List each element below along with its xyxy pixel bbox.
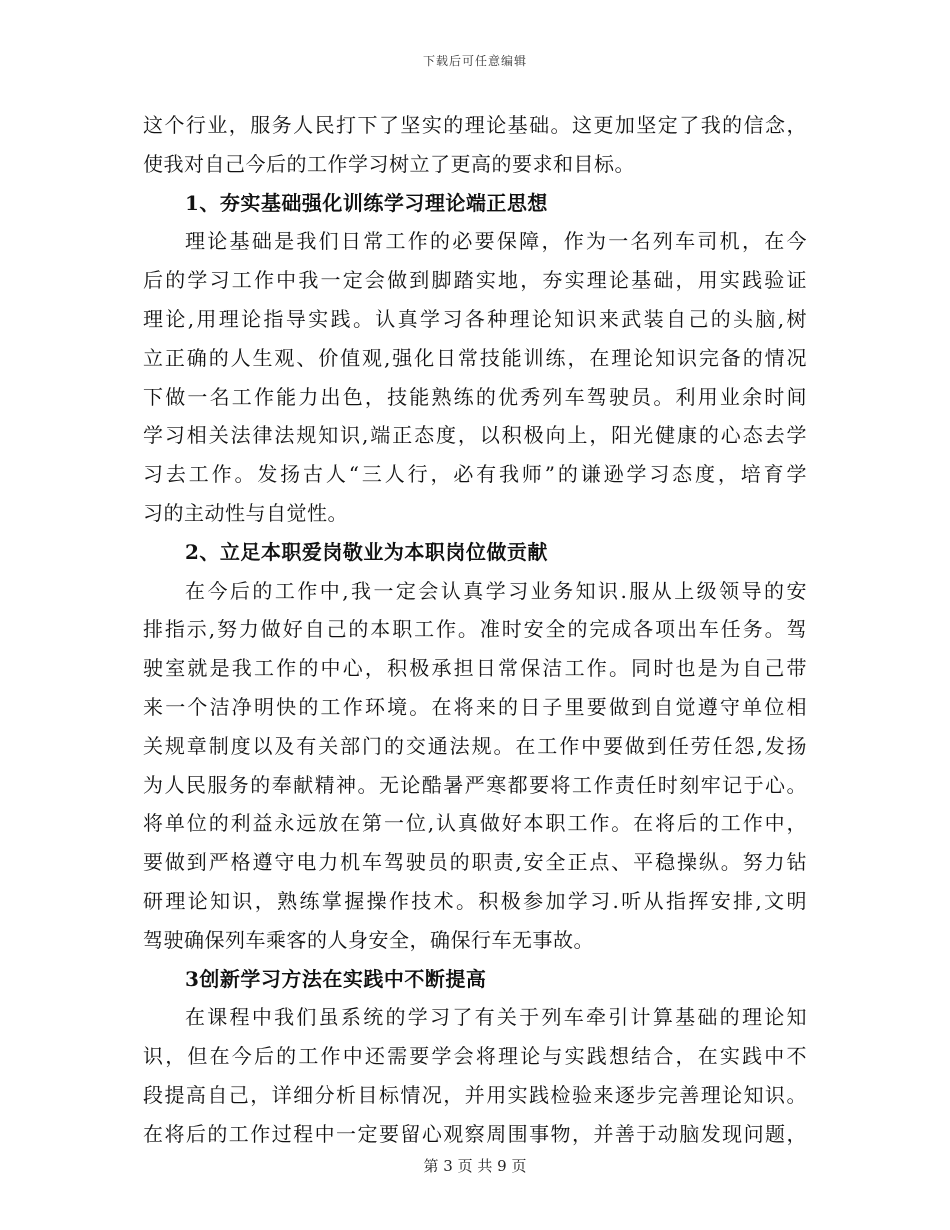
- body-line: 段提高自己，详细分析目标情况，并用实践检验来逐步完善理论知识。: [143, 1082, 807, 1107]
- body-line: 习的主动性与自觉性。: [143, 500, 348, 525]
- page-number: 第 3 页 共 9 页: [423, 1157, 527, 1175]
- body-line: 使我对自己今后的工作学习树立了更高的要求和目标。: [143, 151, 635, 176]
- body-line: 学习相关法律法规知识,端正态度，以积极向上，阳光健康的心态去学: [143, 423, 807, 448]
- page-header-note: 下载后可任意编辑: [422, 54, 527, 68]
- body-line: 为人民服务的奉献精神。无论酷暑严寒都要将工作责任时刻牢记于心。: [143, 772, 807, 797]
- body-line: 理论基础是我们日常工作的必要保障，作为一名列车司机，在今: [185, 229, 807, 254]
- body-line: 在将后的工作过程中一定要留心观察周围事物，并善于动脑发现问题，: [143, 1121, 807, 1146]
- body-line: 后的学习工作中我一定会做到脚踏实地，夯实理论基础，用实践验证: [143, 268, 807, 293]
- body-line: 排指示,努力做好自己的本职工作。准时安全的完成各项出车任务。驾: [143, 617, 807, 642]
- body-line: 识，但在今后的工作中还需要学会将理论与实践想结合，在实践中不: [143, 1044, 807, 1069]
- section-heading-2: 2、立足本职爱岗敬业为本职岗位做贡献: [185, 539, 548, 564]
- body-line: 关规章制度以及有关部门的交通法规。在工作中要做到任劳任怨,发扬: [143, 733, 807, 758]
- section-heading-3: 3创新学习方法在实践中不断提高: [185, 966, 487, 991]
- document-body: [143, 106, 807, 1154]
- body-line: 理论,用理论指导实践。认真学习各种理论知识来武装自己的头脑,树: [143, 306, 807, 331]
- body-line: 驶室就是我工作的中心，积极承担日常保洁工作。同时也是为自己带: [143, 656, 807, 681]
- body-line: 要做到严格遵守电力机车驾驶员的职责,安全正点、平稳操纵。努力钻: [143, 850, 807, 875]
- body-line: 在今后的工作中,我一定会认真学习业务知识.服从上级领导的安: [185, 578, 807, 603]
- body-line: 习去工作。发扬古人“三人行，必有我师”的谦逊学习态度，培育学: [143, 462, 807, 487]
- body-line: 将单位的利益永远放在第一位,认真做好本职工作。在将后的工作中，: [143, 811, 807, 836]
- body-line: 研理论知识，熟练掌握操作技术。积极参加学习.听从指挥安排,文明: [143, 888, 807, 913]
- section-heading-1: 1、夯实基础强化训练学习理论端正思想: [185, 190, 548, 215]
- body-line: 立正确的人生观、价值观,强化日常技能训练，在理论知识完备的情况: [143, 345, 807, 370]
- body-line: 驾驶确保列车乘客的人身安全，确保行车无事故。: [143, 927, 594, 952]
- body-line: 下做一名工作能力出色，技能熟练的优秀列车驾驶员。利用业余时间: [143, 384, 807, 409]
- body-line: 在课程中我们虽系统的学习了有关于列车牵引计算基础的理论知: [185, 1005, 807, 1030]
- body-line: 这个行业，服务人民打下了坚实的理论基础。这更加坚定了我的信念，: [143, 113, 807, 137]
- body-line: 来一个洁净明快的工作环境。在将来的日子里要做到自觉遵守单位相: [143, 694, 807, 719]
